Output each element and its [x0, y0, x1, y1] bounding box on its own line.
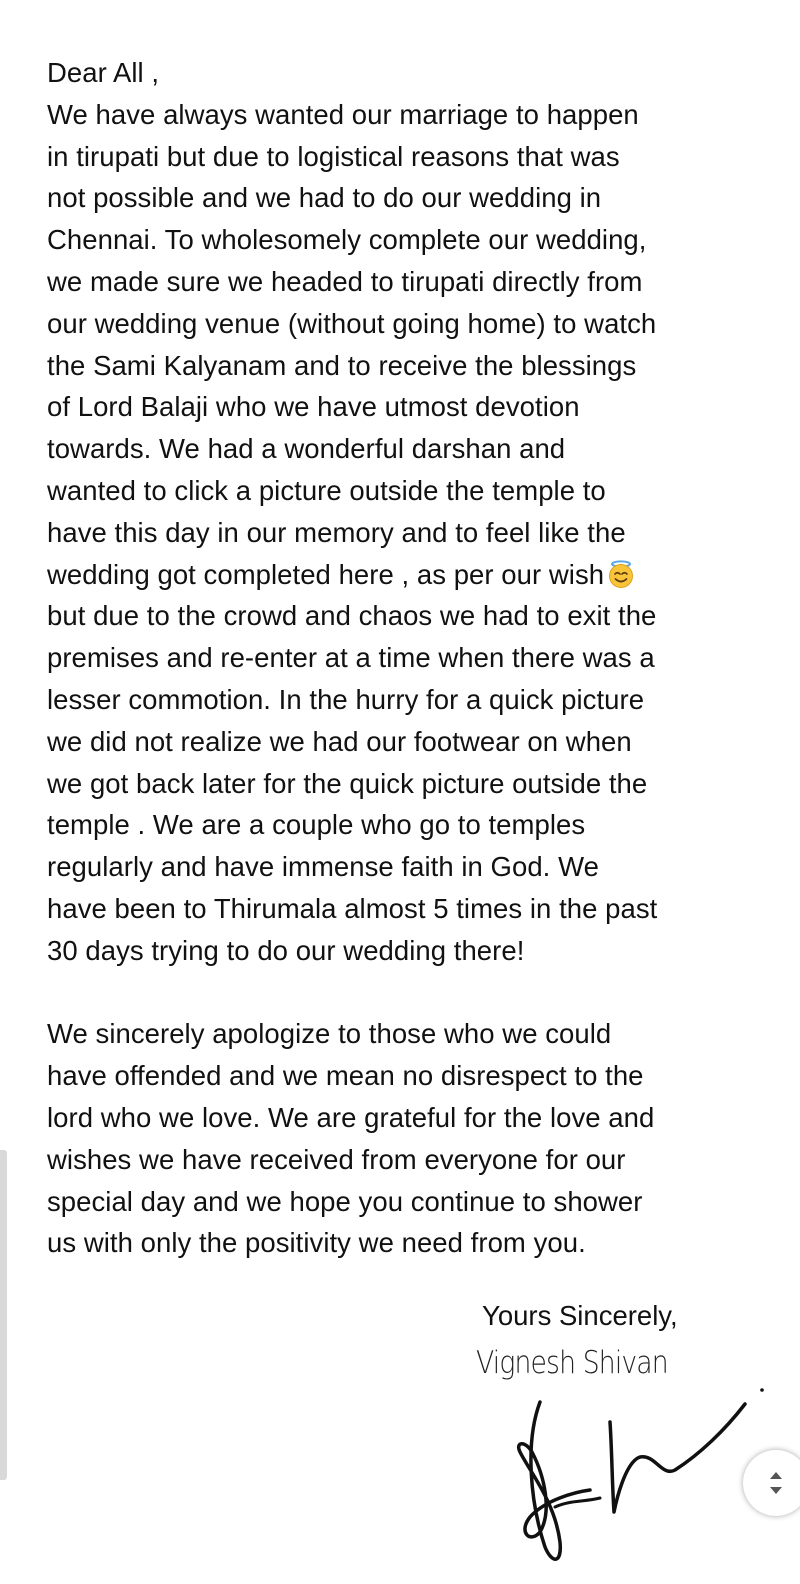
letter-body — [47, 52, 787, 1264]
letter-greeting: Dear All , — [47, 57, 160, 88]
letter-paragraph-2: We sincerely apologize to those who we could have offended and we mean no disrespect to the lord who we love. We are grateful for the love and wishes we have received from everyone for our special day and we hope you continue to shower us with only the positivity we need from you. — [47, 1018, 655, 1259]
handwritten-signature — [500, 1382, 770, 1572]
paragraph-1-text-end: but due to the crowd and chaos we had to exit the premises and re-enter at a time when there was a lesser commotion. In the hurry for a quick picture we did not realize we had our footwear on when we got back later for the quick picture outside the temple . We are a couple who go to temples regularly and have immense faith in God. We have been to Thirumala almost 5 times in the past 30 days trying to do our wedding there! — [47, 600, 658, 966]
letter-closing: Yours Sincerely, — [482, 1300, 678, 1331]
letter-paragraph-1 — [47, 94, 787, 972]
scrollbar-handle[interactable] — [0, 1150, 7, 1480]
smiling-face-with-halo-icon — [606, 559, 636, 589]
paragraph-1-text-start: We have always wanted our marriage to happen in tirupati but due to logistical reasons that was not possible and we had to do our wedding in Chennai. To wholesomely complete our wedding, we made sure we headed to tirupati directly from our wedding venue (without going home) to watch the Sami Kalyanam and to receive the blessings of Lord Balaji who we have utmost devotion towards. We had a wonderful darshan and wanted to click a picture outside the temple to have this day in our memory and to feel like the wedding got completed here , as per our wish — [47, 98, 657, 590]
signatory-name: Vignesh Shivan — [476, 1345, 668, 1381]
up-down-chevron-icon — [767, 1468, 785, 1498]
scroll-control-button[interactable] — [743, 1450, 800, 1516]
